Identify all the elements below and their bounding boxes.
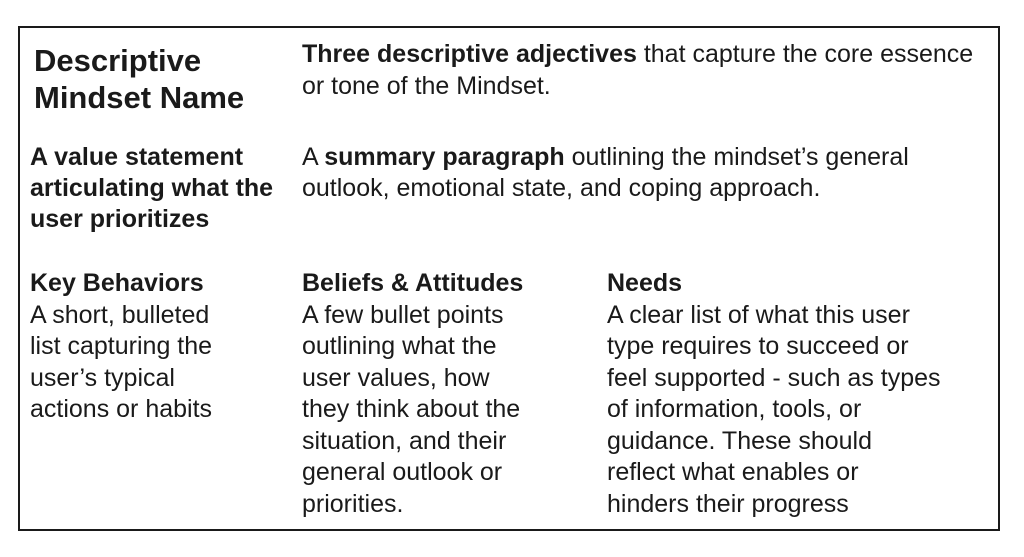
key-behaviors-column <box>30 268 290 426</box>
beliefs-attitudes-heading: Beliefs & Attitudes <box>302 269 524 297</box>
value-statement: A value statement articulating what the user prioritizes <box>30 143 274 233</box>
summary-label: summary paragraph <box>324 143 565 171</box>
summary-prefix: A <box>302 143 325 171</box>
adjectives-description <box>302 38 982 102</box>
summary-text: outlining the mindset’s general outlook, emotional state, and coping approach. <box>302 143 909 202</box>
mindset-template-card <box>18 26 1000 531</box>
needs-heading: Needs <box>607 269 683 297</box>
beliefs-attitudes-column <box>302 268 592 520</box>
needs-column <box>607 268 992 520</box>
key-behaviors-heading: Key Behaviors <box>30 269 204 297</box>
needs-text: A clear list of what this user type requires to succeed or feel supported - such as types of information, tools, or guidance. These should reflect what enables or hinders their progress <box>607 300 941 518</box>
summary-description <box>302 142 992 204</box>
adjectives-text: that capture the core essence or tone of the Mindset. <box>302 40 974 100</box>
beliefs-attitudes-text: A few bullet points outlining what the user values, how they think about the situation, and their general outlook or priorities. <box>302 300 521 518</box>
mindset-name-title: Descriptive Mindset Name <box>34 43 245 115</box>
key-behaviors-text: A short, bulleted list capturing the user’s typical actions or habits <box>30 300 213 423</box>
adjectives-label: Three descriptive adjectives <box>302 40 637 68</box>
